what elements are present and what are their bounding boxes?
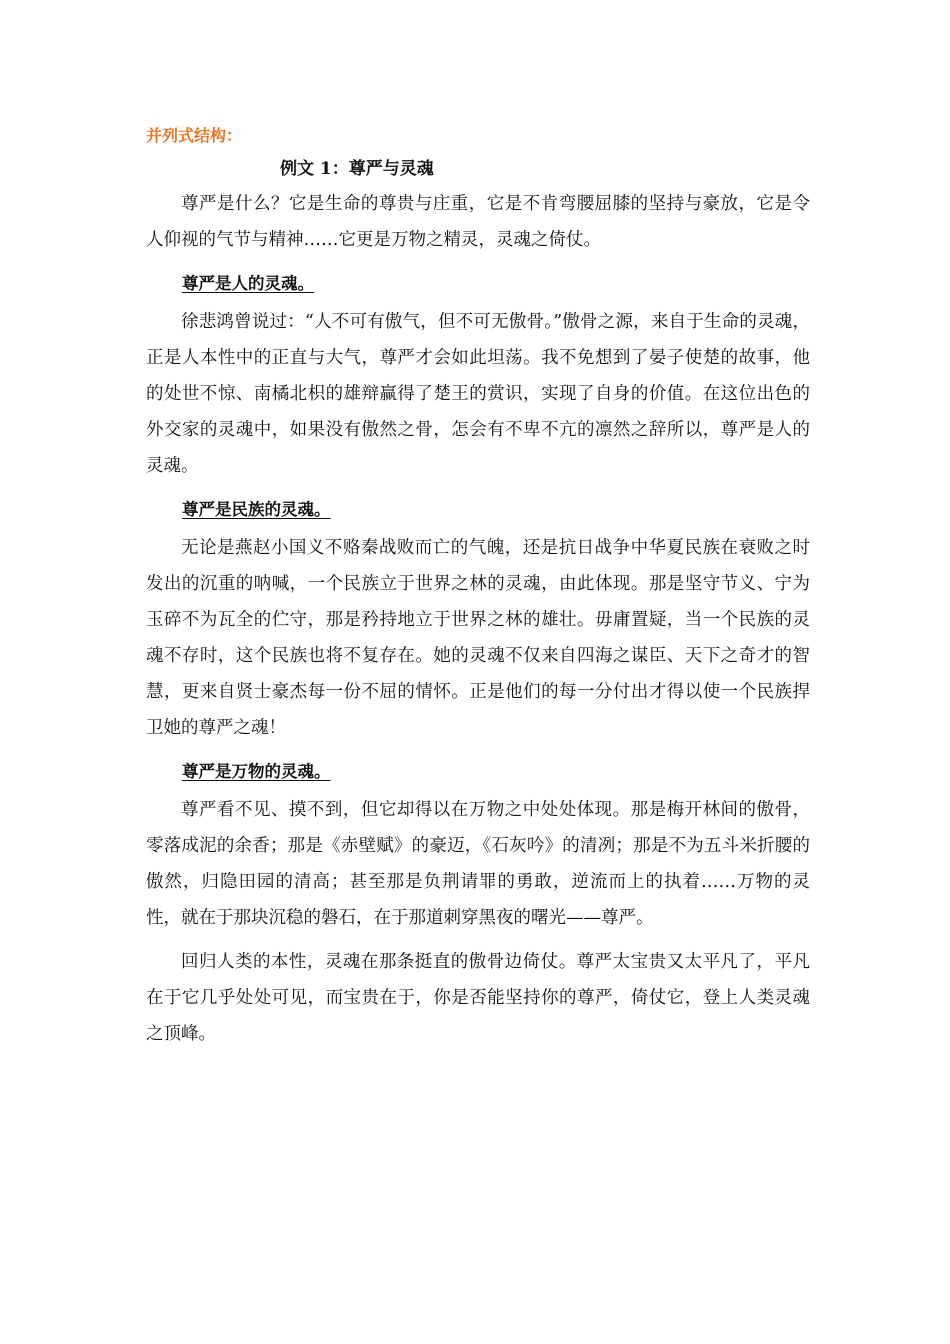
section-heading — [146, 492, 810, 528]
section-heading — [146, 754, 810, 790]
section-heading-text: 尊严是人的灵魂。 — [182, 274, 314, 293]
section-paragraph: 徐悲鸿曾说过：“人不可有傲气，但不可无傲骨。”傲骨之源，来自于生命的灵魂，正是人本性中的正直与大气，尊严才会如此坦荡。我不免想到了晏子使楚的故事，他的处世不惊、南橘北枳的雄辩赢得了楚王的赏识，实现了自身的价值。在这位出色的外交家的灵魂中，如果没有傲然之骨，怎会有不卑不亢的凛然之辞所以，尊严是人的灵魂。 — [146, 312, 810, 476]
section-heading — [146, 266, 810, 302]
section-paragraph: 无论是燕赵小国义不赂秦战败而亡的气魄，还是抗日战争中华夏民族在衰败之时发出的沉重的呐喊，一个民族立于世界之林的灵魂，由此体现。那是坚守节义、宁为玉碎不为瓦全的伫守，那是矜持地立于世界之林的雄壮。毋庸置疑，当一个民族的灵魂不存时，这个民族也将不复存在。她的灵魂不仅来自四海之谋臣、天下之奇才的智慧，更来自贤士豪杰每一份不屈的情怀。正是他们的每一分付出才得以使一个民族捍卫她的尊严之魂！ — [146, 538, 810, 738]
conclusion-paragraph: 回归人类的本性，灵魂在那条挺直的傲骨边倚仗。尊严太宝贵又太平凡了，平凡在于它几乎处处可见，而宝贵在于，你是否能坚持你的尊严，倚仗它，登上人类灵魂之顶峰。 — [146, 952, 810, 1044]
section-heading-text: 尊严是万物的灵魂。 — [182, 762, 331, 781]
section-paragraph: 尊严看不见、摸不到，但它却得以在万物之中处处体现。那是梅开林间的傲骨，零落成泥的余香；那是《赤壁赋》的豪迈，《石灰吟》的清冽；那是不为五斗米折腰的傲然，归隐田园的清高；甚至那是负荆请罪的勇敢，逆流而上的执着……万物的灵性，就在于那块沉稳的磐石，在于那道刺穿黑夜的曙光——尊严。 — [146, 800, 810, 928]
intro-paragraph: 尊严是什么？它是生命的尊贵与庄重，它是不肯弯腰屈膝的坚持与豪放，它是令人仰视的气节与精神……它更是万物之精灵，灵魂之倚仗。 — [146, 194, 810, 250]
essay-title: 例文 1：尊严与灵魂 — [280, 159, 434, 179]
essay-body — [146, 186, 810, 1052]
section-heading-text: 尊严是民族的灵魂。 — [182, 500, 331, 519]
section-label: 并列式结构： — [146, 126, 243, 145]
